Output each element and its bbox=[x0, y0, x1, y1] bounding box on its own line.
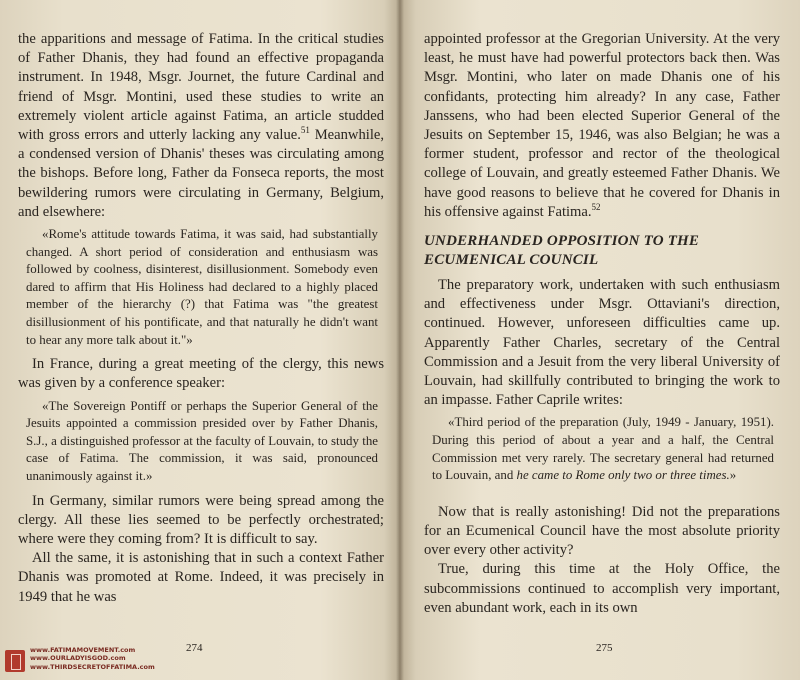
emphasized-text: he came to Rome only two or three times. bbox=[516, 468, 730, 483]
book-gutter bbox=[396, 0, 404, 680]
left-quote-2: «The Sovereign Pontiff or perhaps the Superior General of the Jesuits appointed a commission presided over by Father Dhanis, S.J., a distinguished professor at the faculty of Louvain, to study the case of Fatima. The commission, it was said, pronounced unanimously against it.» bbox=[26, 398, 378, 483]
left-paragraph-3: In Germany, similar rumors were being spread among the clergy. All these lies seemed to be perfectly orchestrated; where were they coming from? It is difficult to say. bbox=[18, 492, 384, 547]
credit-line-1: www.FATIMAMOVEMENT.com bbox=[30, 646, 136, 654]
website-credits bbox=[30, 646, 155, 671]
left-paragraph-1: the apparitions and message of Fatima. In the critical studies of Father Dhanis, they had found an effective propaganda instrument. In 1948, Msgr. Journet, the future Cardinal and friend of Msgr. Montini, used these studies to write an extremely violent article against Fatima, an article studded with gross errors and utterly lacking any value.$^{51}$ Meanwhile, a condensed version of Dhanis' theses was circulating among the bishops. Before long, Father da Fonseca reports, the most bewildering rumors were circulating in Germany, Belgium, and elsewhere: bbox=[18, 31, 384, 220]
right-paragraph-1: appointed professor at the Gregorian University. At the very least, he must have had powerful protectors back then. Was Msgr. Montini, who later on made Dhanis one of his confidants, protecting him already? In any case, Father Janssens, who had been elected Superior General of the Jesuits on September 15, 1946, was also Belgian; he was a former student, professor and rector of the theological college of Louvain, and greatly esteemed Father Dhanis. We have good reasons to believe that he covered for Dhanis in his offensive against Fatima.$^{52}$ bbox=[424, 31, 780, 220]
left-page bbox=[18, 30, 384, 607]
left-quote-1: «Rome's attitude towards Fatima, it was said, had substantially changed. A short period of consideration and enthusiasm was followed by coolness, disinterest, disillusionment. Somebody even dared to affirm that His Holiness had declared to a highly placed member of the hierarchy (?) that Fatima was "the greatest disillusionment of his pontificate, and that naturally he didn't want to hear any more talk about it."» bbox=[26, 227, 378, 347]
site-logo-icon bbox=[5, 650, 25, 672]
right-paragraph-3: Now that is really astonishing! Did not the preparations for an Ecumenical Council have the most absolute priority over every other activity? bbox=[424, 503, 780, 559]
page-number-left: 274 bbox=[186, 642, 203, 654]
right-quote-1: «Third period of the preparation (July, 1949 - January, 1951). During this period of about a year and a half, the Central Commission met very rarely. The secretary general had returned to Louvain, and he came to Rome only two or three times.» bbox=[432, 415, 774, 483]
left-paragraph-4: All the same, it is astonishing that in such a context Father Dhanis was promoted at Rome. Indeed, it was precisely in 1949 that he was bbox=[18, 550, 384, 605]
section-heading: UNDERHANDED OPPOSITION TO THE ECUMENICAL COUNCIL bbox=[424, 233, 700, 269]
right-page bbox=[424, 30, 780, 618]
page-number-right: 275 bbox=[596, 642, 613, 654]
right-paragraph-2: The preparatory work, undertaken with such enthusiasm and effectiveness under Msgr. Ottaviani's direction, continued. However, unforeseen difficulties came up. Apparently Father Charles, secretary of the Central Commission and a Jesuit from the very liberal University of Louvain, had skillfully contributed to bringing the work to an impasse. Father Caprile writes: bbox=[424, 277, 780, 409]
credit-line-3: www.THIRDSECRETOFFATIMA.com bbox=[30, 662, 155, 671]
footnote-51: 51 bbox=[300, 125, 310, 136]
right-paragraph-4: True, during this time at the Holy Office, the subcommissions continued to accomplish very important, even abundant work, each in its own bbox=[424, 561, 780, 616]
credit-line-2: www.OURLADYISGOD.com bbox=[30, 654, 126, 663]
footnote-52: 52 bbox=[591, 201, 601, 212]
left-paragraph-2: In France, during a great meeting of the clergy, this news was given by a conference speaker: bbox=[18, 356, 384, 392]
